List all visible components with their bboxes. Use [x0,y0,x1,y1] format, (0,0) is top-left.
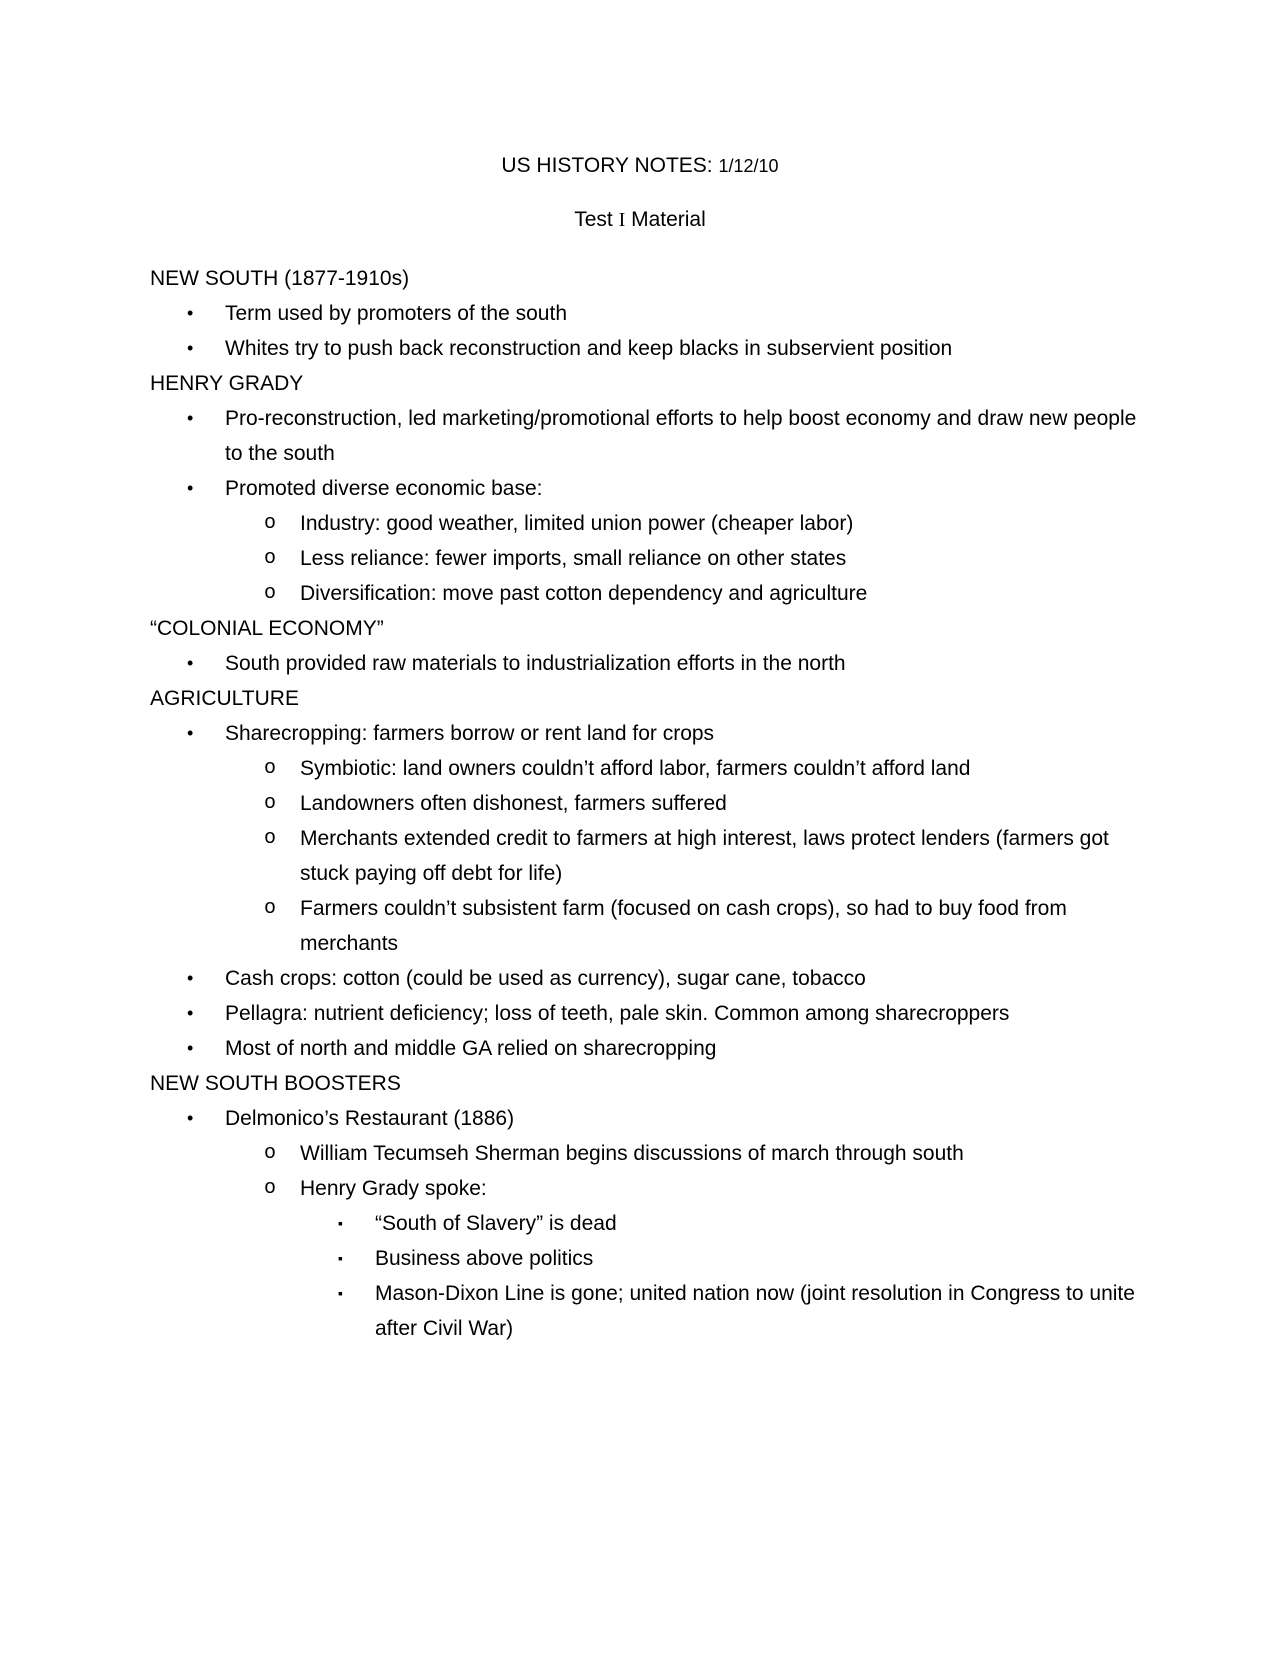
outline-item-text: Mason-Dixon Line is gone; united nation now (joint resolution in Congress to unite after Civil War) [375,1282,1135,1340]
circle-marker: o [264,1177,277,1200]
section-heading: NEW SOUTH (1877-1910s) [150,267,410,290]
outline-item-text: Delmonico’s Restaurant (1886) [225,1107,515,1130]
title-date: 1/12/10 [718,156,779,176]
outline-item-text: Diversification: move past cotton dependency and agriculture [300,582,868,605]
outline-item-text: Symbiotic: land owners couldn’t afford labor, farmers couldn’t afford land [300,757,971,780]
outline-item-text: William Tecumseh Sherman begins discussions of march through south [300,1142,964,1165]
circle-marker: o [264,582,277,605]
outline-item-level-2 [150,541,1150,576]
bullet-marker: • [187,1038,194,1058]
outline-item-level-3 [150,1206,1150,1241]
outline-item-level-1 [150,1031,1150,1066]
circle-marker: o [264,827,277,850]
bullet-marker: • [187,723,194,743]
outline-item-level-2 [150,1171,1150,1206]
circle-marker: o [264,897,277,920]
square-marker: ▪ [338,1250,343,1266]
outline-item-text: Less reliance: fewer imports, small reliance on other states [300,547,847,570]
bullet-marker: • [187,968,194,988]
bullet-marker: • [187,408,194,428]
outline-item-level-1 [150,296,1150,331]
outline-item-text: Most of north and middle GA relied on sharecropping [225,1037,717,1060]
subtitle-roman-numeral: I [618,209,626,231]
outline-item-text: Landowners often dishonest, farmers suffered [300,792,727,815]
outline-item-text: Whites try to push back reconstruction and keep blacks in subservient position [225,337,953,360]
outline-item-level-3 [150,1241,1150,1276]
circle-marker: o [264,547,277,570]
outline-item-level-1 [150,716,1150,751]
outline-item-level-2 [150,821,1150,891]
square-marker: ▪ [338,1285,343,1301]
outline-item-text: Henry Grady spoke: [300,1177,487,1200]
outline-item-level-1 [150,961,1150,996]
outline-item-level-2 [150,576,1150,611]
outline-item-text: “South of Slavery” is dead [375,1212,617,1235]
document-subtitle [0,207,1280,233]
circle-marker: o [264,757,277,780]
outline-item-text: Pro-reconstruction, led marketing/promotional efforts to help boost economy and draw new people to the south [225,407,1137,465]
outline-item-level-2 [150,1136,1150,1171]
outline-item-text: Farmers couldn’t subsistent farm (focused on cash crops), so had to buy food from merchants [300,897,1067,955]
outline-item-text: Sharecropping: farmers borrow or rent land for crops [225,722,715,745]
outline-item-level-1 [150,471,1150,506]
bullet-marker: • [187,653,194,673]
outline-item-level-1 [150,996,1150,1031]
section-heading: AGRICULTURE [150,687,299,710]
outline-item-level-2 [150,751,1150,786]
section-heading: “COLONIAL ECONOMY” [150,617,384,640]
outline-item-level-1 [150,646,1150,681]
title-text: US HISTORY NOTES: [501,154,713,177]
outline-item-level-3 [150,1276,1150,1346]
subtitle-text-after: Material [631,208,706,231]
document-title [0,153,1280,179]
outline-item-text: Business above politics [375,1247,594,1270]
bullet-marker: • [187,338,194,358]
subtitle-text-before: Test [574,208,613,231]
notes-content [150,261,1150,1346]
outline-item-level-2 [150,786,1150,821]
circle-marker: o [264,512,277,535]
outline-item-text: Term used by promoters of the south [225,302,567,325]
outline-item-text: Merchants extended credit to farmers at high interest, laws protect lenders (farmers got stuck paying off debt for life) [300,827,1109,885]
circle-marker: o [264,792,277,815]
bullet-marker: • [187,1003,194,1023]
section-heading: HENRY GRADY [150,372,304,395]
circle-marker: o [264,1142,277,1165]
bullet-marker: • [187,478,194,498]
outline-item-text: Pellagra: nutrient deficiency; loss of teeth, pale skin. Common among sharecroppers [225,1002,1010,1025]
outline-item-level-1 [150,331,1150,366]
square-marker: ▪ [338,1215,343,1231]
outline-item-text: Cash crops: cotton (could be used as currency), sugar cane, tobacco [225,967,866,990]
outline-item-level-1 [150,1101,1150,1136]
outline-item-text: Promoted diverse economic base: [225,477,543,500]
bullet-marker: • [187,1108,194,1128]
outline-item-text: Industry: good weather, limited union power (cheaper labor) [300,512,854,535]
outline-item-level-2 [150,506,1150,541]
outline-item-text: South provided raw materials to industrialization efforts in the north [225,652,846,675]
outline-item-level-2 [150,891,1150,961]
outline-item-level-1 [150,401,1150,471]
bullet-marker: • [187,303,194,323]
section-heading: NEW SOUTH BOOSTERS [150,1072,401,1095]
